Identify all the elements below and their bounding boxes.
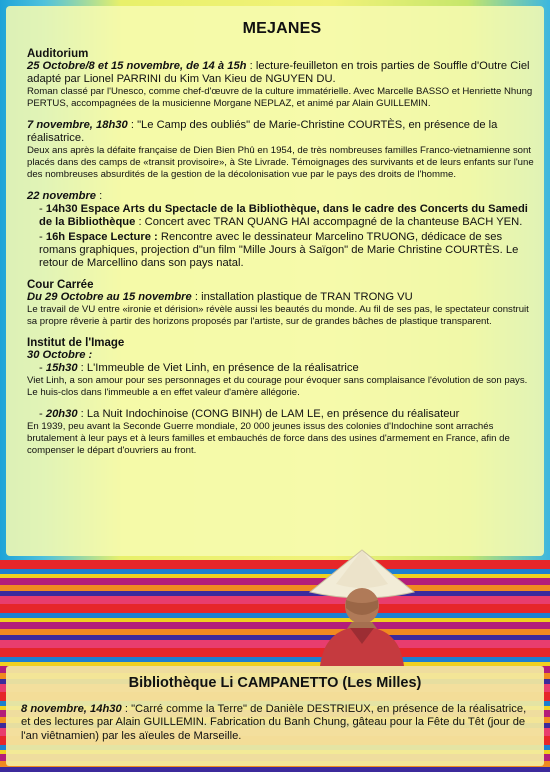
campanetto-panel xyxy=(6,666,544,766)
nov22-item-2-dash: - xyxy=(39,231,46,243)
campanetto-text: : "Carré comme la Terre" de Danièle DESTRIEUX, en présence de la réalisatrice, et des lectures par Alain GUILLEMIN. Fabrication du Banh Chung, gâteau pour la Fête du Têt (jour de l'an viêtnamien) par les aïeules de Marseille. xyxy=(21,703,527,742)
program-content xyxy=(27,20,537,457)
institut-item-1-desc: Viet Linh, a son amour pour ses personnages et du courage pour évoquer sans complaisance l'évolution de son pays. Le huis-clos dans l'immeuble a en effet valeur d'amère allégorie. xyxy=(27,375,528,398)
institut-item-1 xyxy=(27,362,537,375)
institut-item-2-when: 20h30 xyxy=(45,408,78,420)
auditorium-event-1-desc: Roman classé par l'Unesco, comme chef-d'œuvre de la culture immatérielle. Avec Marcelle BASSO et Henriette Nhung PERTUS, accompagnées de la musicienne Morgane NEPLAZ, et animé par Alain GUILLEMIN. xyxy=(27,86,533,109)
nov22-item-1-title: 14h30 Espace Arts du Spectacle de la Bibliothèque, dans le cadre des Concerts du Samedi de la Bibliothèque xyxy=(39,203,528,228)
institut-date: 30 Octobre : xyxy=(27,349,93,361)
cour-carree-event xyxy=(27,291,537,304)
institut-item-1-text: : L'Immeuble de Viet Linh, en présence de la réalisatrice xyxy=(77,362,359,374)
nov22-item-1-dash: - xyxy=(39,203,46,215)
institut-item-2-desc: En 1939, peu avant la Seconde Guerre mondiale, 20 000 jeunes issus des colonies d'Indochine sont arrachés brutalement à leur pays et à leurs familles et embauchés de force dans des usines d'armement en France, afin de compenser le départ d'ouvriers au front. xyxy=(27,421,510,456)
nov22-item-1-text: : Concert avec TRAN QUANG HAI accompagné de la chanteuse BACH YEN. xyxy=(135,216,523,228)
auditorium-event-1 xyxy=(27,60,537,86)
institut-item-1-dash: - xyxy=(39,362,46,374)
auditorium-event-1-when: 25 Octobre/8 et 15 novembre, de 14 à 15h xyxy=(27,60,247,72)
nov22-heading xyxy=(27,190,537,203)
institut-heading: Institut de l'Image xyxy=(27,337,125,349)
institut-item-1-when: 15h30 xyxy=(45,362,78,374)
auditorium-event-2-text: : "Le Camp des oubliés" de Marie-Christine COURTÈS, en présence de la réalisatrice. xyxy=(27,119,498,144)
campanetto-when: 8 novembre, 14h30 xyxy=(21,703,122,715)
cour-carree-text: : installation plastique de TRAN TRONG VU xyxy=(191,291,413,303)
campanetto-event xyxy=(21,703,535,743)
nov22-item-2 xyxy=(27,231,537,270)
campanetto-title: Bibliothèque Li CAMPANETTO (Les Milles) xyxy=(128,675,422,691)
institut-item-2-text: : La Nuit Indochinoise (CONG BINH) de LAM LE, en présence du réalisateur xyxy=(77,408,460,420)
institut-item-2-dash: - xyxy=(39,408,46,420)
cour-carree-desc: Le travail de VU entre «ironie et dérision» révèle aussi les beautés du monde. Au fil de ses pas, le spectateur construit sa propre rêverie à partir des horizons proposés par l'artiste, sur de grandes bâches de plastique transparent. xyxy=(27,304,529,327)
nov22-date: 22 novembre xyxy=(27,190,97,202)
cour-carree-heading: Cour Carrée xyxy=(27,279,94,291)
nov22-item-2-text: Rencontre avec le dessinateur Marcelino TRUONG, dédicace de ses romans graphiques, projection d"un film "Mille Jours à Saïgon" de Marie Christine COURTÈS. Le retour de Marcellino dans son pays natal. xyxy=(39,231,519,269)
nov22-item-2-title: 16h Espace Lecture : xyxy=(45,231,158,243)
nov22-date-suffix: : xyxy=(96,190,103,202)
auditorium-event-2-when: 7 novembre, 18h30 xyxy=(27,119,128,131)
auditorium-heading: Auditorium xyxy=(27,48,89,60)
auditorium-event-1-text: : lecture-feuilleton en trois parties de Souffle d'Outre Ciel adapté par Lionel PARRINI du Kim Van Kieu de NGUYEN DU. xyxy=(27,60,530,85)
institut-item-2 xyxy=(27,408,537,421)
nov22-item-1 xyxy=(27,203,537,229)
cour-carree-when: Du 29 Octobre au 15 novembre xyxy=(27,291,192,303)
program-panel xyxy=(6,6,544,556)
page-title: MEJANES xyxy=(242,20,322,37)
auditorium-event-2-desc: Deux ans après la défaite française de Dien Bien Phû en 1954, de très nombreuses familles Franco-vietnamienne sont placés dans des camps de «transit provisoire», à Ste Livrade. Témoignages des survivants et de leurs enfants sur l'une des nombreuses absurdités de la gestion de la décolonisation vue par le pays des droits de l'homme. xyxy=(27,145,534,180)
woman-conical-hat-photo xyxy=(306,548,418,666)
auditorium-event-2 xyxy=(27,119,537,145)
